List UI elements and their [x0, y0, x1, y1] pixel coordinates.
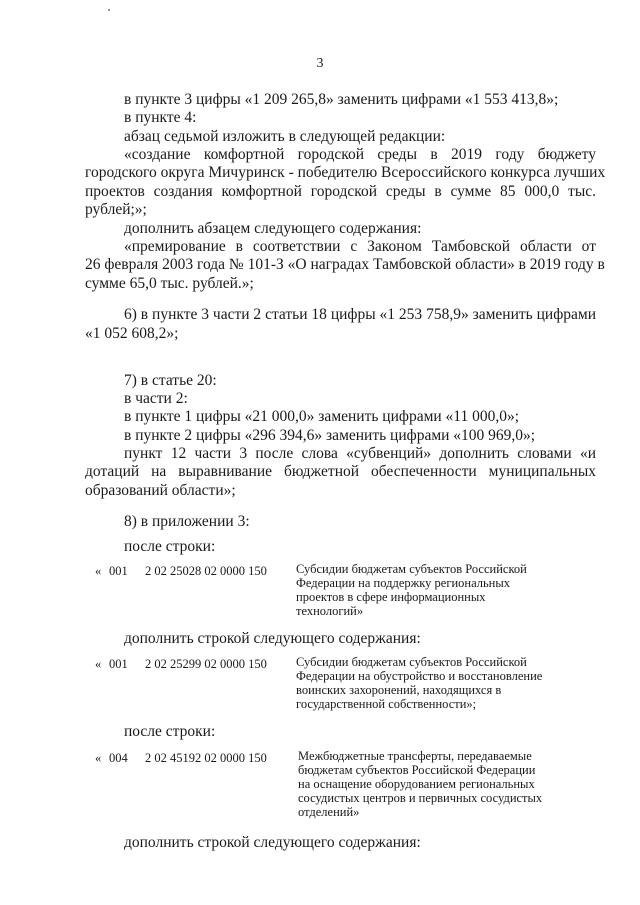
text-line: образований области»;: [85, 482, 236, 499]
scan-speck: [108, 9, 110, 11]
text-line: в пункте 1 цифры «21 000,0» заменить цифрами «11 000,0»;: [124, 408, 520, 425]
text-line: «премирование в соответствии с Законом Тамбовской области от: [124, 238, 596, 255]
row-budget-code: 2 02 25299 02 0000 150: [145, 657, 267, 671]
row-description-line: отделений»: [298, 805, 360, 819]
row-budget-code: 2 02 25028 02 0000 150: [145, 564, 267, 578]
row-description-line: Субсидии бюджетам субъектов Российской: [296, 562, 527, 576]
text-line: дополнить абзацем следующего содержания:: [124, 220, 422, 237]
text-line: 6) в пункте 3 части 2 статьи 18 цифры «1 253 758,9» заменить цифрами: [124, 306, 596, 323]
row-description-line: проектов в сфере информационных: [296, 590, 486, 604]
text-line: после строки:: [124, 538, 216, 555]
text-line: городского округа Мичуринск - победителю Всероссийского конкурса лучших: [85, 164, 606, 181]
text-line: «1 052 608,2»;: [85, 325, 179, 342]
text-line: дополнить строкой следующего содержания:: [124, 630, 421, 647]
row-description-line: Субсидии бюджетам субъектов Российской: [296, 655, 527, 669]
text-line: дополнить строкой следующего содержания:: [124, 834, 421, 851]
text-line: рублей;»;: [85, 201, 147, 218]
row-description-line: государственной собственности»;: [296, 697, 477, 711]
row-description-line: сосудистых центров и первичных сосудистых: [298, 791, 543, 805]
text-line: дотаций на выравнивание бюджетной обеспеченности муниципальных: [85, 463, 596, 480]
text-line: «создание комфортной городской среды в 2019 году бюджету: [124, 146, 596, 163]
row-description-line: Федерации на обустройство и восстановление: [296, 669, 543, 683]
text-line: в пункте 3 цифры «1 209 265,8» заменить цифрами «1 553 413,8»;: [124, 91, 559, 108]
text-line: в части 2:: [124, 390, 188, 407]
text-line: 26 февраля 2003 года № 101-З «О наградах Тамбовской области» в 2019 году в: [85, 256, 605, 273]
text-line: в пункте 2 цифры «296 394,6» заменить цифрами «100 969,0»;: [124, 427, 536, 444]
page-number: 3: [316, 56, 324, 71]
row-description-line: Федерации на поддержку региональных: [296, 576, 511, 590]
row-admin-code: 004: [109, 751, 128, 765]
text-line: абзац седьмой изложить в следующей редакции:: [124, 128, 446, 145]
text-line: 8) в приложении 3:: [124, 513, 250, 530]
row-admin-code: 001: [109, 564, 128, 578]
row-quote: «: [95, 657, 102, 671]
text-line: пункт 12 части 3 после слова «субвенций» дополнить словами «и: [124, 445, 596, 462]
row-budget-code: 2 02 45192 02 0000 150: [145, 751, 267, 765]
text-line: после строки:: [124, 723, 216, 740]
row-description-line: воинских захоронений, находящихся в: [296, 683, 502, 697]
text-line: проектов создания комфортной городской среды в сумме 85 000,0 тыс.: [85, 183, 596, 200]
row-quote: «: [95, 564, 102, 578]
text-line: 7) в статье 20:: [124, 372, 217, 389]
row-quote: «: [95, 751, 102, 765]
row-description-line: бюджетам субъектов Российской Федерации: [298, 763, 536, 777]
row-description-line: Межбюджетные трансферты, передаваемые: [298, 749, 532, 763]
text-line: сумме 65,0 тыс. рублей.»;: [85, 275, 254, 292]
text-line: в пункте 4:: [124, 109, 197, 126]
row-admin-code: 001: [109, 657, 128, 671]
row-description-line: технологий»: [296, 604, 364, 618]
row-description-line: на оснащение оборудованием региональных: [298, 777, 535, 791]
